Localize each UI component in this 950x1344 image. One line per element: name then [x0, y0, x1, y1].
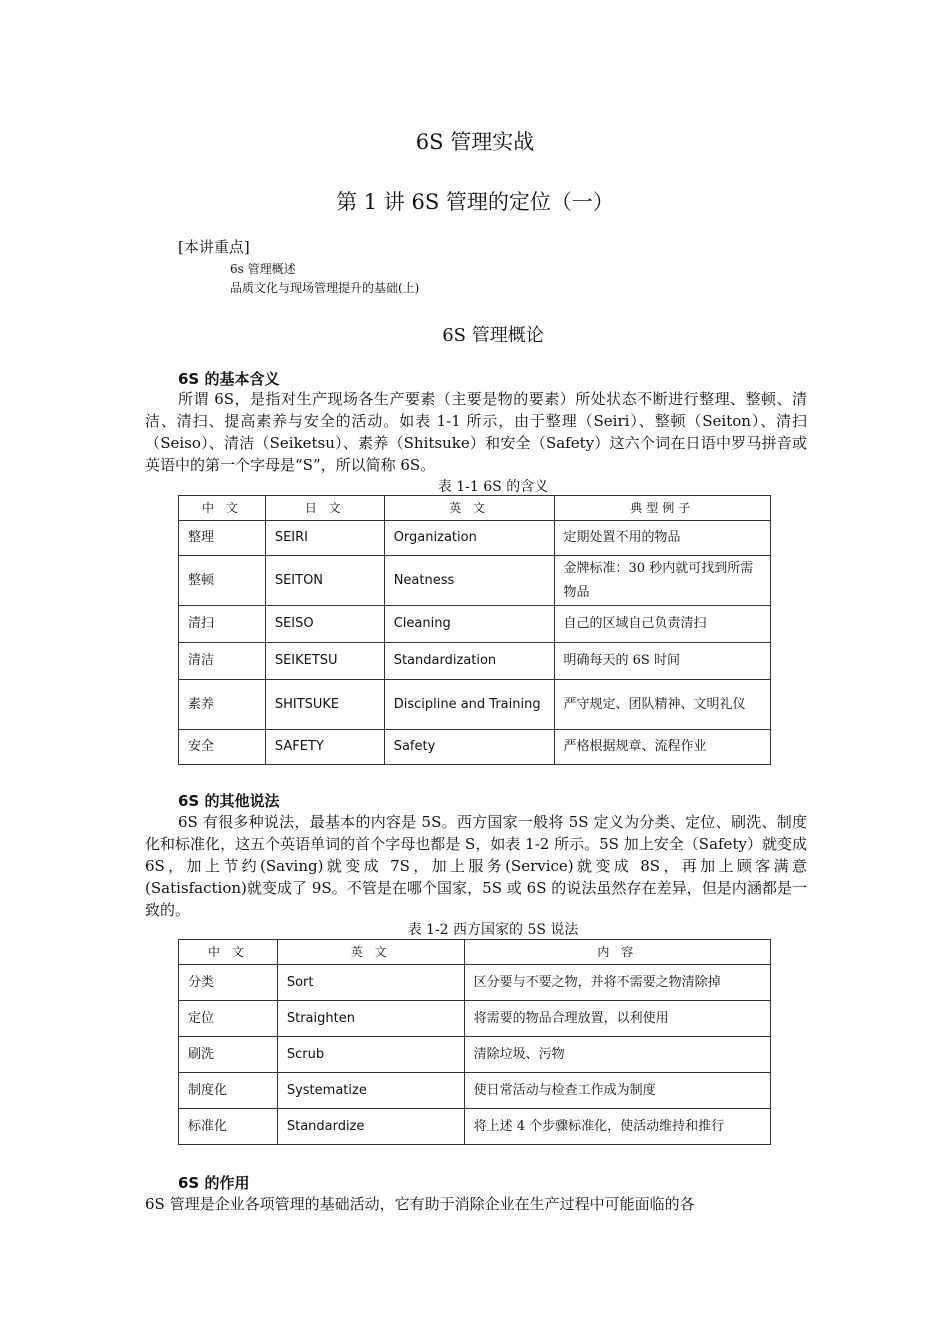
table-cell: Scrub — [277, 1037, 464, 1073]
table-cell: 安全 — [179, 730, 266, 765]
table-row — [179, 1109, 771, 1145]
table-cell: 严守规定、团队精神、文明礼仪 — [554, 680, 770, 730]
heading-function: 6S 的作用 — [178, 1174, 250, 1192]
column-header: 内 容 — [464, 940, 770, 965]
column-header: 中 文 — [179, 496, 266, 521]
table-cell: 整理 — [179, 521, 266, 556]
table-cell: Neatness — [384, 556, 554, 606]
key-point-item: 6s 管理概述 — [230, 262, 296, 276]
column-header: 中 文 — [179, 940, 278, 965]
table-cell: Organization — [384, 521, 554, 556]
table-cell: SAFETY — [265, 730, 384, 765]
column-header: 英 文 — [384, 496, 554, 521]
table-cell: Systematize — [277, 1073, 464, 1109]
table-cell: 自己的区域自己负责清扫 — [554, 606, 770, 643]
table-cell: SEIKETSU — [265, 643, 384, 680]
table-cell: 使日常活动与检查工作成为制度 — [464, 1073, 770, 1109]
table-cell: 金牌标准：30 秒内就可找到所需物品 — [554, 556, 770, 606]
table-row — [179, 680, 771, 730]
table-cell: SEITON — [265, 556, 384, 606]
table-row — [179, 1037, 771, 1073]
table-cell: Standardize — [277, 1109, 464, 1145]
table-cell: 制度化 — [179, 1073, 278, 1109]
table-cell: SEISO — [265, 606, 384, 643]
paragraph-function: 6S 管理是企业各项管理的基础活动，它有助于消除企业在生产过程中可能面临的各 — [145, 1195, 695, 1213]
table-caption: 表 1-1 6S 的含义 — [437, 479, 549, 495]
table-row — [179, 606, 771, 643]
table-cell: 明确每天的 6S 时间 — [554, 643, 770, 680]
table-cell: 素养 — [179, 680, 266, 730]
table-cell: 区分要与不要之物，并将不需要之物清除掉 — [464, 965, 770, 1001]
table-cell: Cleaning — [384, 606, 554, 643]
table-row — [179, 556, 771, 606]
key-points-label: [本讲重点] — [178, 238, 250, 256]
heading-other-versions: 6S 的其他说法 — [178, 792, 280, 810]
table-cell: Sort — [277, 965, 464, 1001]
paragraph-other-versions: 6S 有很多种说法，最基本的内容是 5S。西方国家一般将 5S 定义为分类、定位、刷洗、制度化和标准化，这五个英语单词的首个字母也都是 S，如表 1-2 所示。5S 加上安全（Safety）就变成 6S，加上节约(Saving)就变成 7S，加上服务(Service)就变成 8S，再加上顾客满意(Satisfaction)就变成了 9S。不管是在哪个国家，5S 或 6S 的说法虽然存在差异，但是内涵都是一致的。 — [145, 813, 807, 919]
table-cell: 清除垃圾、污物 — [464, 1037, 770, 1073]
table-cell: 将需要的物品合理放置，以利使用 — [464, 1001, 770, 1037]
table-row — [179, 730, 771, 765]
table-cell: SHITSUKE — [265, 680, 384, 730]
table-cell: Safety — [384, 730, 554, 765]
paragraph-basic-meaning: 所谓 6S，是指对生产现场各生产要素（主要是物的要素）所处状态不断进行整理、整顿、清洁、清扫、提高素养与安全的活动。如表 1-1 所示，由于整理（Seiri）、整顿（Seiton）、清扫（Seiso）、清洁（Seiketsu）、素养（Shitsuke）和安全（Safety）这六个词在日语中罗马拼音或英语中的第一个字母是“S”，所以简称 6S。 — [145, 390, 807, 474]
heading-basic-meaning: 6S 的基本含义 — [178, 370, 280, 388]
table-row — [179, 643, 771, 680]
table-cell: 标准化 — [179, 1109, 278, 1145]
column-header: 日 文 — [265, 496, 384, 521]
doc-title: 6S 管理实战 — [415, 130, 535, 154]
table-row — [179, 1073, 771, 1109]
table-cell: 定期处置不用的物品 — [554, 521, 770, 556]
table-cell: Standardization — [384, 643, 554, 680]
table-cell: 清洁 — [179, 643, 266, 680]
column-header: 典型例子 — [554, 496, 770, 521]
table-cell: 分类 — [179, 965, 278, 1001]
table-caption: 表 1-2 西方国家的 5S 说法 — [407, 922, 579, 938]
table-cell: SEIRI — [265, 521, 384, 556]
table-6s-meaning — [178, 495, 771, 765]
table-cell: 整顿 — [179, 556, 266, 606]
table-row — [179, 965, 771, 1001]
table-cell: 将上述 4 个步骤标准化，使活动维持和推行 — [464, 1109, 770, 1145]
table-row — [179, 521, 771, 556]
table-cell: 定位 — [179, 1001, 278, 1037]
table-header-row — [179, 496, 771, 521]
key-point-item: 品质文化与现场管理提升的基础(上) — [230, 281, 420, 295]
table-cell: 清扫 — [179, 606, 266, 643]
table-cell: Straighten — [277, 1001, 464, 1037]
section-title: 6S 管理概论 — [442, 325, 544, 346]
column-header: 英 文 — [277, 940, 464, 965]
table-row — [179, 1001, 771, 1037]
table-cell: 刷洗 — [179, 1037, 278, 1073]
lecture-title: 第 1 讲 6S 管理的定位（一） — [336, 190, 614, 214]
table-header-row — [179, 940, 771, 965]
table-cell: Discipline and Training — [384, 680, 554, 730]
table-cell: 严格根据规章、流程作业 — [554, 730, 770, 765]
table-western-5s — [178, 939, 771, 1145]
